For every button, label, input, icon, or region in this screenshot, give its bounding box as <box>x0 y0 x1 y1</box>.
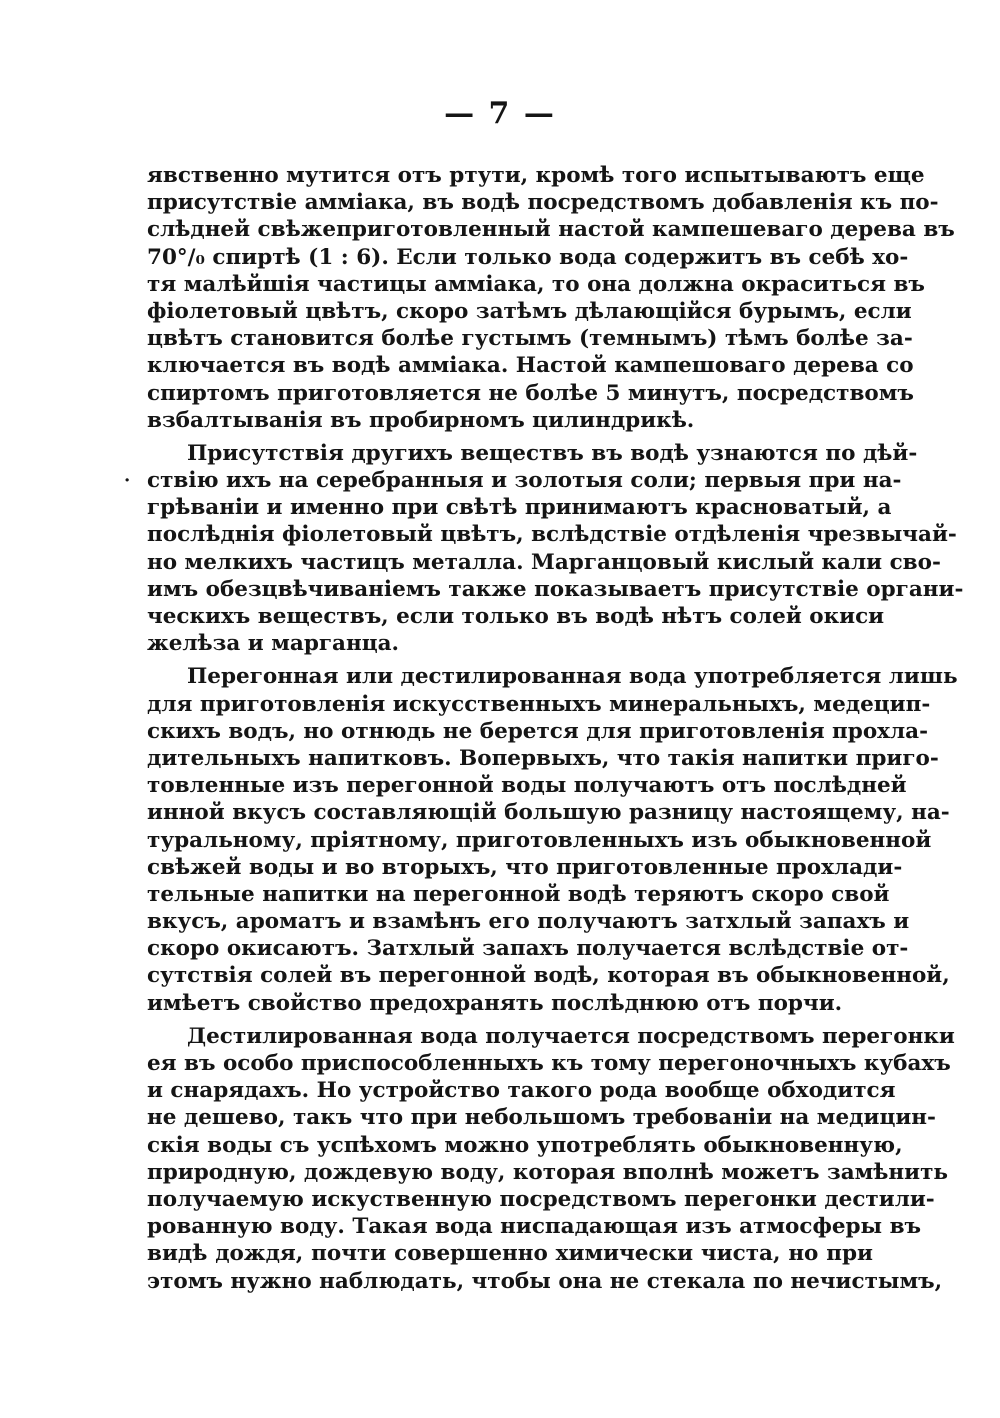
text-line: имѣетъ свойство предохранять послѣднюю отъ порчи. <box>147 990 843 1016</box>
text-line: тя малѣйшія частицы амміака, то она должна окраситься въ <box>147 271 925 297</box>
text-line: имъ обезцвѣчиваніемъ также показываетъ присутствіе органи- <box>147 576 964 602</box>
text-line: не дешево, такъ что при небольшомъ требованіи на медицин- <box>147 1105 936 1131</box>
text-line: спиртомъ приготовляется не болѣе 5 минутъ, посредствомъ <box>147 380 914 406</box>
text-line: тельные напитки на перегонной водѣ теряютъ скоро свой <box>147 881 890 907</box>
text-line: дительныхъ напитковъ. Вопервыхъ, что такія напитки приго- <box>147 745 939 771</box>
text-line: ствію ихъ на серебранныя и золотыя соли; первыя при на- <box>147 468 902 494</box>
text-line: скихъ водъ, но отнюдь не берется для приготовленія прохла- <box>147 718 929 744</box>
text-line: желѣза и марганца. <box>147 631 400 657</box>
text-line: грѣваніи и именно при свѣтѣ принимаютъ красноватый, а <box>147 495 892 521</box>
text-line: явственно мутится отъ ртути, кромѣ того испытываютъ еще <box>147 163 925 188</box>
text-line: природную, дождевую воду, которая вполнѣ можетъ замѣнить <box>147 1159 949 1185</box>
text-line: вкусъ, ароматъ и взамѣнъ его получаютъ затхлый запахъ и <box>147 909 910 935</box>
text-line: для приготовленія искусственныхъ минеральныхъ, медецип- <box>147 691 931 717</box>
paragraph <box>147 162 955 434</box>
text-line: цвѣтъ становится болѣе густымъ (темнымъ) тѣмъ болѣе за- <box>147 326 913 352</box>
text-line: и снарядахъ. Но устройство такого рода вообще обходится <box>147 1078 896 1104</box>
margin-mark: · <box>124 470 131 491</box>
text-line: но мелкихъ частицъ металла. Марганцовый кислый кали сво- <box>147 549 941 575</box>
text-line: присутствiе амміака, въ водѣ посредствомъ добавленія къ по- <box>147 190 939 216</box>
text-line: скія воды съ успѣхомъ можно употреблять обыкновенную, <box>147 1132 903 1158</box>
body-text <box>147 162 964 1295</box>
text-line: Дестилированная вода получается посредствомъ перегонки <box>187 1023 955 1049</box>
text-line: видѣ дождя, почти совершенно химически чиста, но при <box>147 1241 873 1267</box>
text-line: свѣжей воды и во вторыхъ, что приготовленные прохлади- <box>147 854 903 880</box>
text-line: послѣднія фіолетовый цвѣтъ, вслѣдствіе отдѣленія чрезвычай- <box>147 522 957 548</box>
page-number: — 7 — <box>444 96 556 131</box>
text-line: получаемую искуственную посредствомъ перегонки дестили- <box>147 1186 935 1212</box>
text-line: фіолетовый цвѣтъ, скоро затѣмъ дѣлающійся бурымъ, если <box>147 298 912 324</box>
text-line: скоро окисаютъ. Затхлый запахъ получается вслѣдствіе от- <box>147 936 909 962</box>
paragraph <box>147 1023 955 1295</box>
paragraph <box>147 440 964 658</box>
text-line: 70°/₀ спиртѣ (1 : 6). Если только вода содержитъ въ себѣ хо- <box>147 244 909 270</box>
text-line: взбалтыванія въ пробирномъ цилиндрикѣ. <box>147 407 695 433</box>
text-line: сутствія солей въ перегонной водѣ, которая въ обыкновенной, <box>147 963 950 989</box>
text-line: Перегонная или дестилированная вода употребляется лишь <box>187 664 958 690</box>
text-line: ея въ особо приспособленныхъ къ тому перегоночныхъ кубахъ <box>147 1051 951 1076</box>
text-line: рованную воду. Такая вода ниспадающая изъ атмосферы въ <box>147 1214 922 1240</box>
text-line: туральному, пріятному, приготовленныхъ изъ обыкновенной <box>147 827 932 853</box>
paragraph <box>147 663 958 1016</box>
text-line: инной вкусъ составляющій большую разницу настоящему, на- <box>147 800 950 826</box>
text-line: Присутствія другихъ веществъ въ водѣ узнаются по дѣй- <box>187 440 918 466</box>
text-line: слѣдней свѣжеприготовленный настой кампешеваго дерева въ <box>147 217 955 243</box>
text-line: товленные изъ перегонной воды получаютъ отъ послѣдней <box>147 773 907 799</box>
text-line: ключается въ водѣ амміака. Настой кампешоваго дерева со <box>147 353 914 379</box>
text-line: ческихъ веществъ, если только въ водѣ нѣтъ солей окиси <box>147 604 885 629</box>
text-line: этомъ нужно наблюдать, чтобы она не стекала по нечистымъ, <box>147 1268 943 1294</box>
